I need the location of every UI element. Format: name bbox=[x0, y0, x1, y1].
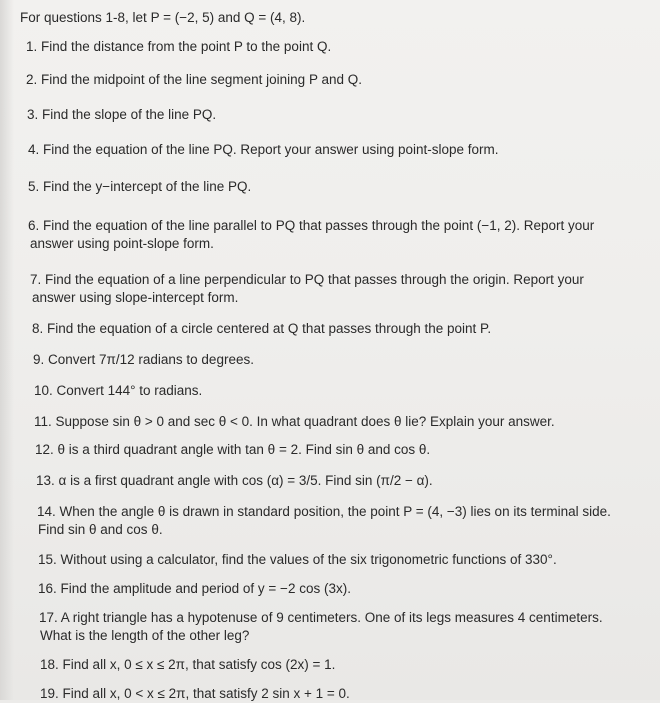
intro-label: For questions 1-8, let P = (−2, 5) and Q = (4, 8). bbox=[20, 10, 306, 25]
question-9 bbox=[33, 351, 254, 369]
question-text: When the angle θ is drawn in standard position, the point P = (4, −3) lies on its terminal side. bbox=[59, 504, 611, 519]
question-number: 1. bbox=[26, 39, 38, 54]
question-number: 12. bbox=[35, 442, 54, 457]
question-text: Find the distance from the point P to the point Q. bbox=[41, 39, 332, 54]
question-13 bbox=[36, 472, 433, 490]
question-text: θ is a third quadrant angle with tan θ = 2. Find sin θ and cos θ. bbox=[57, 442, 431, 457]
question-number: 6. bbox=[28, 218, 40, 233]
question-text: Find the amplitude and period of y = −2 cos (3x). bbox=[60, 581, 351, 596]
question-number: 13. bbox=[36, 473, 55, 488]
question-5 bbox=[28, 178, 251, 196]
question-7-continuation bbox=[32, 289, 238, 307]
question-12 bbox=[35, 441, 430, 459]
question-17 bbox=[39, 609, 603, 627]
question-text: What is the length of the other leg? bbox=[40, 628, 250, 643]
question-7 bbox=[30, 271, 584, 289]
question-text: Find the equation of a circle centered at Q that passes through the point P. bbox=[47, 321, 492, 336]
question-4 bbox=[28, 141, 499, 159]
question-18 bbox=[40, 656, 335, 674]
question-16 bbox=[38, 580, 351, 598]
question-text: Find the y−intercept of the line PQ. bbox=[43, 179, 252, 194]
question-number: 2. bbox=[26, 72, 38, 87]
question-number: 19. bbox=[40, 686, 59, 701]
question-1 bbox=[26, 38, 331, 56]
question-text: Find the midpoint of the line segment joining P and Q. bbox=[41, 72, 362, 87]
question-19 bbox=[40, 685, 350, 703]
question-text: A right triangle has a hypotenuse of 9 centimeters. One of its legs measures 4 centimeters. bbox=[60, 610, 603, 625]
question-6-continuation bbox=[30, 235, 214, 253]
question-number: 5. bbox=[28, 179, 40, 194]
question-number: 16. bbox=[38, 581, 57, 596]
question-3 bbox=[27, 106, 216, 124]
question-17-continuation bbox=[40, 627, 249, 645]
question-number: 7. bbox=[30, 272, 42, 287]
question-15 bbox=[38, 551, 557, 569]
question-14-continuation bbox=[38, 521, 163, 539]
question-number: 18. bbox=[40, 657, 59, 672]
question-2 bbox=[26, 71, 362, 89]
question-number: 10. bbox=[34, 383, 53, 398]
question-text: Find all x, 0 ≤ x ≤ 2π, that satisfy cos (2x) = 1. bbox=[62, 657, 336, 672]
question-text: Convert 7π/12 radians to degrees. bbox=[48, 352, 254, 367]
question-number: 15. bbox=[38, 552, 57, 567]
question-14 bbox=[37, 503, 611, 521]
question-number: 17. bbox=[39, 610, 58, 625]
question-text: Find the equation of a line perpendicular to PQ that passes through the origin. Report your bbox=[45, 272, 584, 287]
question-text: α is a first quadrant angle with cos (α) = 3/5. Find sin (π/2 − α). bbox=[58, 473, 433, 488]
question-11 bbox=[34, 413, 555, 431]
question-10 bbox=[34, 382, 202, 400]
question-text: answer using slope-intercept form. bbox=[32, 290, 239, 305]
question-text: Find the equation of the line PQ. Report your answer using point-slope form. bbox=[43, 142, 499, 157]
question-text: Find all x, 0 < x ≤ 2π, that satisfy 2 sin x + 1 = 0. bbox=[62, 686, 350, 701]
question-text: Find the equation of the line parallel to PQ that passes through the point (−1, 2). Report your bbox=[43, 218, 595, 233]
question-number: 3. bbox=[27, 107, 39, 122]
question-text: answer using point-slope form. bbox=[30, 236, 214, 251]
intro-text bbox=[20, 9, 305, 27]
question-number: 8. bbox=[32, 321, 44, 336]
page-edge-shadow bbox=[0, 0, 14, 700]
question-text: Without using a calculator, find the values of the six trigonometric functions of 330°. bbox=[60, 552, 557, 567]
question-6 bbox=[28, 217, 594, 235]
question-text: Find the slope of the line PQ. bbox=[42, 107, 217, 122]
question-number: 11. bbox=[34, 414, 52, 429]
question-text: Suppose sin θ > 0 and sec θ < 0. In what quadrant does θ lie? Explain your answer. bbox=[55, 414, 555, 429]
question-8 bbox=[32, 320, 491, 338]
question-text: Find sin θ and cos θ. bbox=[38, 522, 163, 537]
question-number: 4. bbox=[28, 142, 40, 157]
question-number: 14. bbox=[37, 504, 56, 519]
question-text: Convert 144° to radians. bbox=[56, 383, 203, 398]
question-number: 9. bbox=[33, 352, 45, 367]
